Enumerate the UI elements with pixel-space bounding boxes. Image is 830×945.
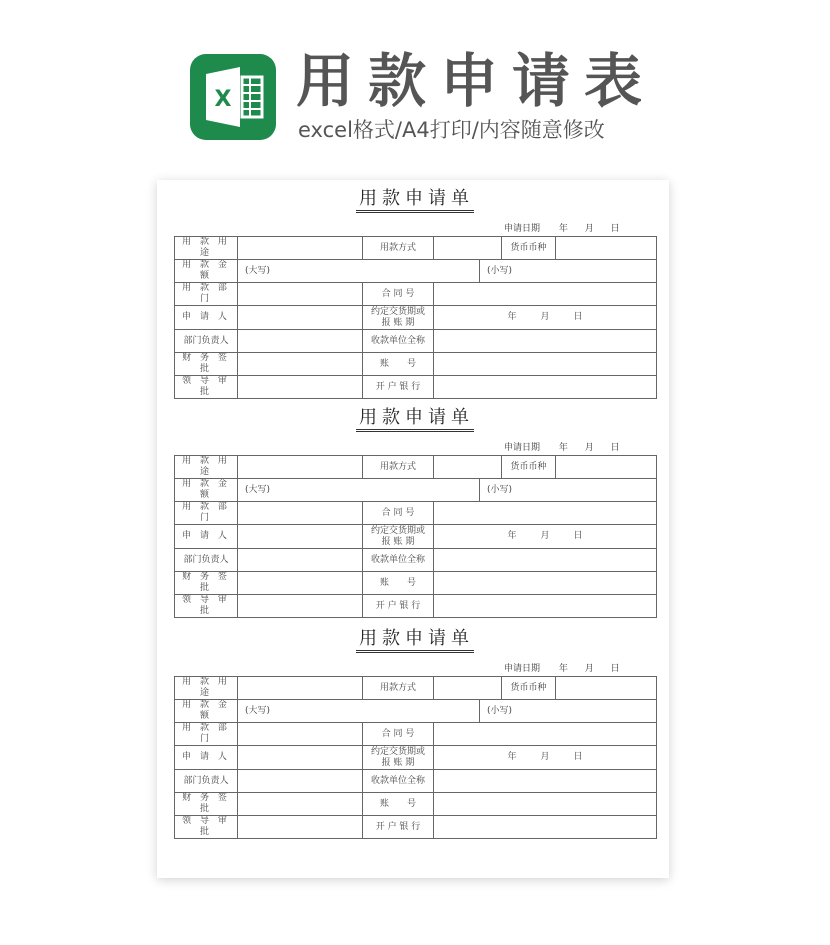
table-row [175, 549, 657, 572]
payee-field[interactable] [434, 770, 657, 793]
table-row [175, 456, 657, 479]
form-title: 用款申请单 [174, 628, 656, 654]
table-row [175, 793, 657, 816]
table-row [175, 479, 657, 502]
table-row [175, 502, 657, 525]
contract-label: 合 同 号 [363, 723, 434, 746]
application-date: 申请日期 年 月 日 [504, 664, 620, 674]
payee-field[interactable] [434, 330, 657, 353]
application-date: 申请日期 年 月 日 [504, 224, 620, 234]
department-field[interactable] [238, 283, 363, 306]
currency-label: 货币币种 [502, 237, 556, 260]
bank-field[interactable] [434, 376, 657, 399]
leader-approval-label: 领 导 审 批 [175, 816, 238, 839]
table-row [175, 306, 657, 330]
method-field[interactable] [434, 677, 502, 700]
applicant-label: 申 请 人 [175, 746, 238, 770]
department-label: 用 款 部 门 [175, 723, 238, 746]
contract-field[interactable] [434, 283, 657, 306]
method-label: 用款方式 [363, 677, 434, 700]
payee-field[interactable] [434, 549, 657, 572]
currency-field[interactable] [556, 237, 657, 260]
table-row [175, 595, 657, 618]
table-row [175, 525, 657, 549]
contract-label: 合 同 号 [363, 283, 434, 306]
amount-upper-field[interactable]: (大写) [238, 479, 480, 502]
amount-label: 用 款 金 额 [175, 700, 238, 723]
method-label: 用款方式 [363, 237, 434, 260]
amount-lower-field[interactable]: (小写) [480, 260, 657, 283]
finance-approval-field[interactable] [238, 353, 363, 376]
department-field[interactable] [238, 723, 363, 746]
page-title: 用款申请表 [296, 47, 657, 115]
leader-approval-field[interactable] [238, 376, 363, 399]
leader-approval-label: 领 导 审 批 [175, 376, 238, 399]
dept-head-label: 部门负责人 [175, 770, 238, 793]
account-label: 账 号 [363, 353, 434, 376]
amount-upper-field[interactable]: (大写) [238, 700, 480, 723]
delivery-date-label: 约定交货期或 报 账 期 [363, 525, 434, 549]
applicant-label: 申 请 人 [175, 306, 238, 330]
table-row [175, 237, 657, 260]
delivery-date-field[interactable]: 年 月 日 [434, 525, 657, 549]
amount-upper-field[interactable]: (大写) [238, 260, 480, 283]
table-row [175, 572, 657, 595]
department-label: 用 款 部 门 [175, 283, 238, 306]
leader-approval-field[interactable] [238, 816, 363, 839]
payee-label: 收款单位全称 [363, 330, 434, 353]
bank-label: 开 户 银 行 [363, 816, 434, 839]
applicant-label: 申 请 人 [175, 525, 238, 549]
currency-field[interactable] [556, 456, 657, 479]
contract-field[interactable] [434, 502, 657, 525]
applicant-field[interactable] [238, 525, 363, 549]
excel-logo-icon [190, 54, 276, 140]
finance-approval-label: 财 务 签 批 [175, 572, 238, 595]
contract-label: 合 同 号 [363, 502, 434, 525]
currency-field[interactable] [556, 677, 657, 700]
account-field[interactable] [434, 572, 657, 595]
bank-label: 开 户 银 行 [363, 376, 434, 399]
bank-field[interactable] [434, 595, 657, 618]
purpose-label: 用 款 用 途 [175, 237, 238, 260]
finance-approval-field[interactable] [238, 572, 363, 595]
contract-field[interactable] [434, 723, 657, 746]
applicant-field[interactable] [238, 306, 363, 330]
method-field[interactable] [434, 237, 502, 260]
account-field[interactable] [434, 793, 657, 816]
table-row [175, 746, 657, 770]
dept-head-label: 部门负责人 [175, 330, 238, 353]
account-label: 账 号 [363, 793, 434, 816]
table-row [175, 260, 657, 283]
form-title: 用款申请单 [174, 407, 656, 433]
amount-lower-field[interactable]: (小写) [480, 700, 657, 723]
amount-label: 用 款 金 额 [175, 479, 238, 502]
form-title: 用款申请单 [174, 188, 656, 214]
table-row [175, 770, 657, 793]
currency-label: 货币币种 [502, 677, 556, 700]
table-row [175, 376, 657, 399]
currency-label: 货币币种 [502, 456, 556, 479]
method-label: 用款方式 [363, 456, 434, 479]
finance-approval-label: 财 务 签 批 [175, 353, 238, 376]
table-row [175, 816, 657, 839]
dept-head-label: 部门负责人 [175, 549, 238, 572]
dept-head-field[interactable] [238, 330, 363, 353]
dept-head-field[interactable] [238, 549, 363, 572]
bank-label: 开 户 银 行 [363, 595, 434, 618]
a4-paper-preview [157, 180, 669, 878]
table-row [175, 723, 657, 746]
table-row [175, 677, 657, 700]
table-row [175, 330, 657, 353]
purpose-field[interactable] [238, 456, 363, 479]
payee-label: 收款单位全称 [363, 770, 434, 793]
leader-approval-field[interactable] [238, 595, 363, 618]
form-table [174, 676, 657, 839]
purpose-label: 用 款 用 途 [175, 677, 238, 700]
amount-lower-field[interactable]: (小写) [480, 479, 657, 502]
form-table [174, 236, 657, 399]
method-field[interactable] [434, 456, 502, 479]
dept-head-field[interactable] [238, 770, 363, 793]
delivery-date-field[interactable]: 年 月 日 [434, 306, 657, 330]
department-field[interactable] [238, 502, 363, 525]
table-row [175, 353, 657, 376]
purpose-field[interactable] [238, 237, 363, 260]
department-label: 用 款 部 门 [175, 502, 238, 525]
promo-header [0, 0, 830, 170]
leader-approval-label: 领 导 审 批 [175, 595, 238, 618]
delivery-date-label: 约定交货期或 报 账 期 [363, 746, 434, 770]
page-subtitle: excel格式/A4打印/内容随意修改 [298, 118, 605, 142]
table-row [175, 283, 657, 306]
finance-approval-label: 财 务 签 批 [175, 793, 238, 816]
account-label: 账 号 [363, 572, 434, 595]
purpose-field[interactable] [238, 677, 363, 700]
form-table [174, 455, 657, 618]
table-row [175, 700, 657, 723]
delivery-date-field[interactable]: 年 月 日 [434, 746, 657, 770]
svg-text:X: X [214, 87, 232, 112]
bank-field[interactable] [434, 816, 657, 839]
delivery-date-label: 约定交货期或 报 账 期 [363, 306, 434, 330]
finance-approval-field[interactable] [238, 793, 363, 816]
purpose-label: 用 款 用 途 [175, 456, 238, 479]
applicant-field[interactable] [238, 746, 363, 770]
payee-label: 收款单位全称 [363, 549, 434, 572]
application-date: 申请日期 年 月 日 [504, 443, 620, 453]
account-field[interactable] [434, 353, 657, 376]
amount-label: 用 款 金 额 [175, 260, 238, 283]
